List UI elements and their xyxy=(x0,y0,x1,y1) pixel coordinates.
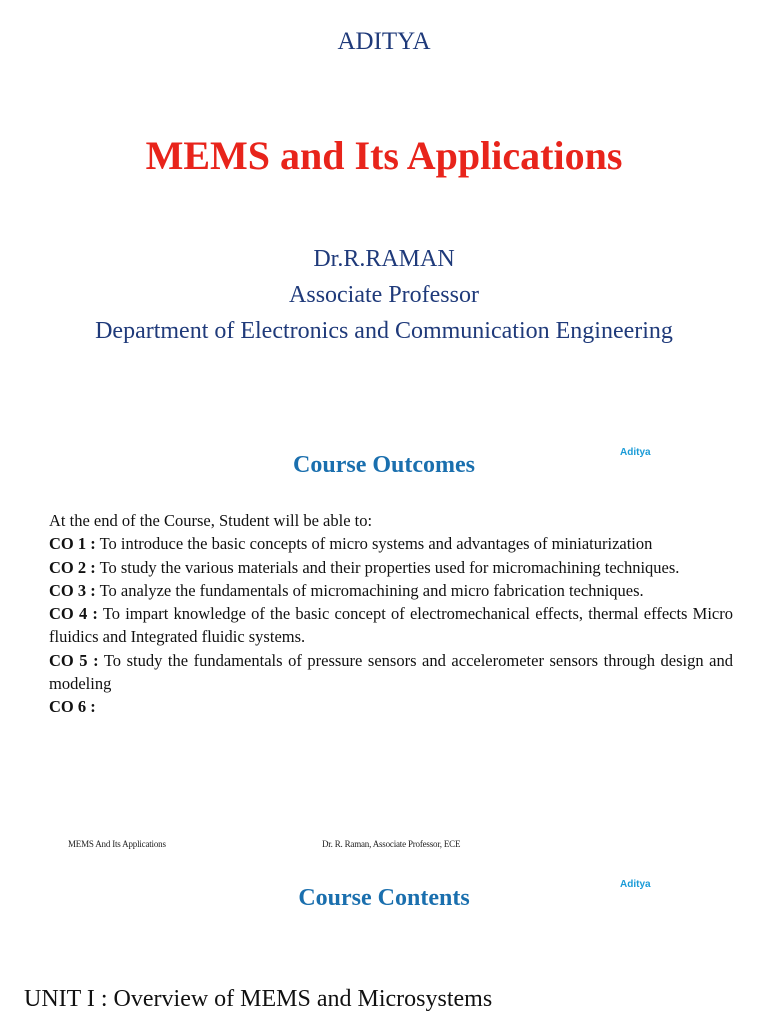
outcome-code: CO 2 : xyxy=(49,557,96,577)
college-name: ADITYA xyxy=(337,28,431,55)
outcome-item xyxy=(49,695,733,718)
author-designation: Associate Professor xyxy=(289,282,479,308)
outcome-item xyxy=(49,649,733,696)
outcome-text: To study the fundamentals of pressure sensors and accelerometer sensors through design and modeling xyxy=(49,650,733,694)
author-name: Dr.R.RAMAN xyxy=(313,246,455,272)
outcome-code: CO 4 : xyxy=(49,604,98,624)
aditya-logo-text: Aditya xyxy=(620,879,651,890)
outcome-text: To introduce the basic concepts of micro systems and advantages of miniaturization xyxy=(95,534,653,554)
outcome-code: CO 1 : xyxy=(49,534,96,554)
course-outcomes-heading: Course Outcomes xyxy=(293,452,475,478)
outcomes-intro: At the end of the Course, Student will be able to: xyxy=(49,511,373,530)
footer-course-name: MEMS And Its Applications xyxy=(68,839,166,849)
outcome-code: CO 5 : xyxy=(49,650,99,670)
course-outcomes-list xyxy=(49,509,733,719)
outcome-text: To impart knowledge of the basic concept of electromechanical effects, thermal effects Micro fluidics and Integrated fluidic systems. xyxy=(49,604,733,647)
unit-title: UNIT I : Overview of MEMS and Microsystems xyxy=(24,986,493,1012)
outcome-item xyxy=(49,532,733,555)
department-name: Department of Electronics and Communication Engineering xyxy=(95,318,673,344)
outcome-item xyxy=(49,602,733,649)
outcome-code: CO 3 : xyxy=(49,580,96,600)
course-contents-heading: Course Contents xyxy=(298,885,470,911)
outcome-item xyxy=(49,556,733,579)
course-title: MEMS and Its Applications xyxy=(145,133,623,178)
outcome-text: To study the various materials and their properties used for micromachining techniques. xyxy=(95,557,680,577)
outcome-text: To analyze the fundamentals of micromachining and micro fabrication techniques. xyxy=(95,580,644,600)
footer-author: Dr. R. Raman, Associate Professor, ECE xyxy=(322,839,461,849)
aditya-logo-text: Aditya xyxy=(620,447,651,458)
outcome-item xyxy=(49,579,733,602)
outcome-code: CO 6 : xyxy=(49,697,96,717)
